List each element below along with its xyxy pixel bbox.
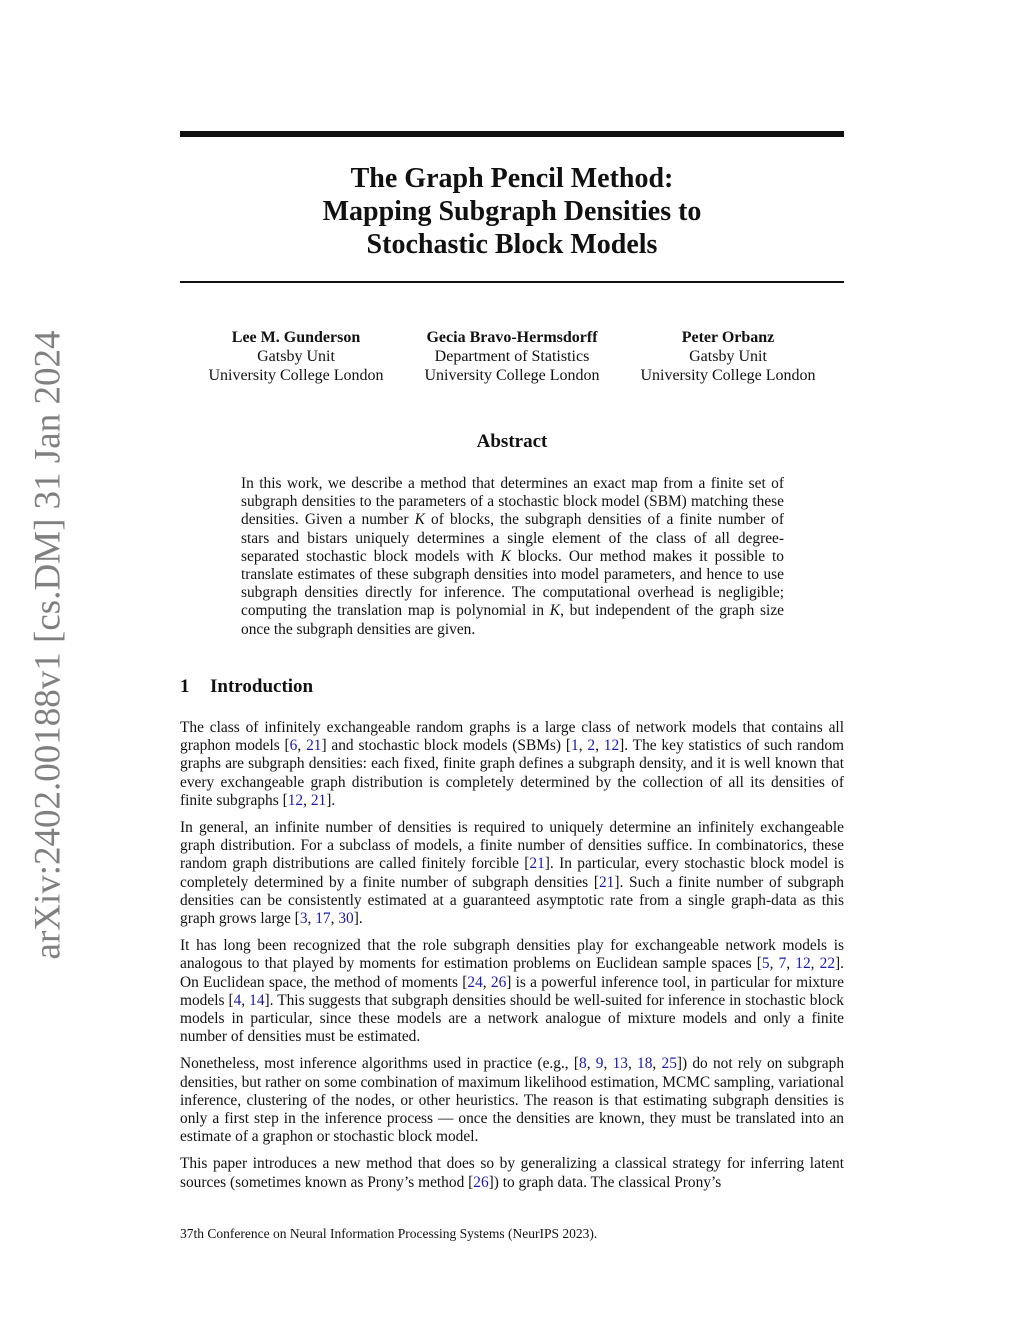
title-line: The Graph Pencil Method:	[350, 163, 674, 194]
author-affiliation: Department of Statistics	[434, 348, 590, 365]
citation-link[interactable]: 30	[338, 910, 354, 928]
citation-link[interactable]: 18	[637, 1055, 653, 1073]
author-affiliation: Gatsby Unit	[257, 348, 335, 365]
citation-link[interactable]: 12	[287, 791, 304, 809]
paragraph: Nonetheless, most inference algorithms used in practice (e.g., [8, 9, 13, 18, 25]) do not rely on subgraph densities, but rather on some combination of maximum likelihood estimation, MCMC sampling, variational inference, clustering of the nodes, or other heuristics. The reason is that estimating subgraph densities is only a first step in the inference process — once the densities are known, they must be translated into an estimate of a graphon or stochastic block model.	[180, 1055, 845, 1146]
conference-footnote: 37th Conference on Neural Information Processing Systems (NeurIPS 2023).	[180, 1226, 598, 1241]
citation-link[interactable]: 21	[310, 791, 327, 809]
abstract-heading: Abstract	[476, 431, 548, 452]
citation-link[interactable]: 9	[595, 1055, 604, 1073]
paragraph: The class of infinitely exchangeable random graphs is a large class of network models that contains all graphon models [6, 21] and stochastic block models (SBMs) [1, 2, 12]. The key statistics of such random graphs are subgraph densities: each fixed, finite graph defines a subgraph density, and it is well known that every exchangeable graph distribution is completely determined by the collection of all its densities of finite subgraphs [12, 21].	[180, 719, 845, 809]
citation-link[interactable]: 1	[570, 737, 579, 755]
author-1	[196, 328, 396, 385]
author-name: Lee M. Gunderson	[231, 329, 361, 346]
citation-link[interactable]: 21	[529, 855, 545, 873]
author-2	[412, 328, 612, 385]
citation-link[interactable]: 21	[598, 873, 615, 891]
author-affiliation: Gatsby Unit	[689, 348, 767, 365]
citation-link[interactable]: 26	[473, 1173, 489, 1191]
author-institution: University College London	[640, 367, 816, 384]
title-rule-top	[180, 131, 844, 137]
citation-link[interactable]: 6	[289, 737, 298, 755]
paragraph: This paper introduces a new method that does so by generalizing a classical strategy for inferring latent sources (sometimes known as Prony’s method [26]) to graph data. The classical Prony’s	[180, 1155, 844, 1191]
author-name: Peter Orbanz	[681, 329, 775, 346]
section-number: 1	[180, 676, 190, 697]
section-title: Introduction	[210, 676, 314, 697]
arxiv-stamp: arXiv:2402.00188v1 [cs.DM] 31 Jan 2024	[27, 330, 69, 960]
paragraph: It has long been recognized that the role subgraph densities play for exchangeable network models is analogous to that played by moments for estimation problems on Euclidean sample spaces [5, 7, 12, 22]. On Euclidean space, the method of moments [24, 26] is a powerful inference tool, in particular for mixture models [4, 14]. This suggests that subgraph densities should be well-suited for inference in stochastic block models in particular, since these models are a network analogue of mixture models and only a finite number of densities must be estimated.	[180, 937, 844, 1046]
citation-link[interactable]: 26	[490, 973, 507, 991]
citation-link[interactable]: 4	[233, 991, 242, 1009]
citation-link[interactable]: 21	[306, 737, 322, 755]
author-block	[180, 328, 844, 388]
citation-link[interactable]: 25	[661, 1055, 677, 1073]
title-line: Mapping Subgraph Densities to	[322, 196, 702, 227]
citation-link[interactable]: 3	[299, 910, 308, 928]
citation-link[interactable]: 12	[603, 737, 620, 755]
citation-link[interactable]: 24	[467, 973, 483, 991]
citation-link[interactable]: 7	[778, 955, 787, 973]
citation-link[interactable]: 5	[761, 955, 770, 973]
citation-link[interactable]: 17	[315, 910, 331, 928]
paper-title	[180, 162, 844, 261]
title-line: Stochastic Block Models	[366, 229, 658, 260]
author-name: Gecia Bravo-Hermsdorff	[426, 329, 598, 346]
citation-link[interactable]: 2	[587, 737, 596, 755]
author-3	[628, 328, 828, 385]
citation-link[interactable]: 8	[579, 1055, 587, 1073]
body-text	[180, 719, 844, 1201]
paragraph: In general, an infinite number of densities is required to uniquely determine an infinitely exchangeable graph distribution. For a subclass of models, a finite number of densities suffice. In combinatorics, these random graph distributions are called finitely forcible [21]. In particular, every stochastic block model is completely determined by a finite number of subgraph densities [21]. Such a finite number of subgraph densities can be consistently estimated at a guaranteed asymptotic rate from a single graph-data as this graph grows large [3, 17, 30].	[180, 819, 844, 928]
author-institution: University College London	[208, 367, 384, 384]
citation-link[interactable]: 14	[249, 991, 265, 1009]
section-heading	[180, 676, 313, 698]
citation-link[interactable]: 13	[612, 1055, 628, 1073]
citation-link[interactable]: 22	[819, 955, 836, 973]
citation-link[interactable]: 12	[795, 955, 811, 973]
abstract-text: In this work, we describe a method that determines an exact map from a finite set of subgraph densities to the parameters of a stochastic block model (SBM) matching these densities. Given a number K of blocks, the subgraph densities of a finite number of stars and bistars uniquely determines a single element of the class of all degree-separated stochastic block models with K blocks. Our method makes it possible to translate estimates of these subgraph densities into model parameters, and hence to use subgraph densities directly for inference. The computational overhead is negligible; computing the translation map is polynomial in K, but independent of the graph size once the subgraph densities are given.	[241, 475, 784, 638]
title-rule-bottom	[180, 281, 844, 283]
author-institution: University College London	[424, 367, 600, 384]
